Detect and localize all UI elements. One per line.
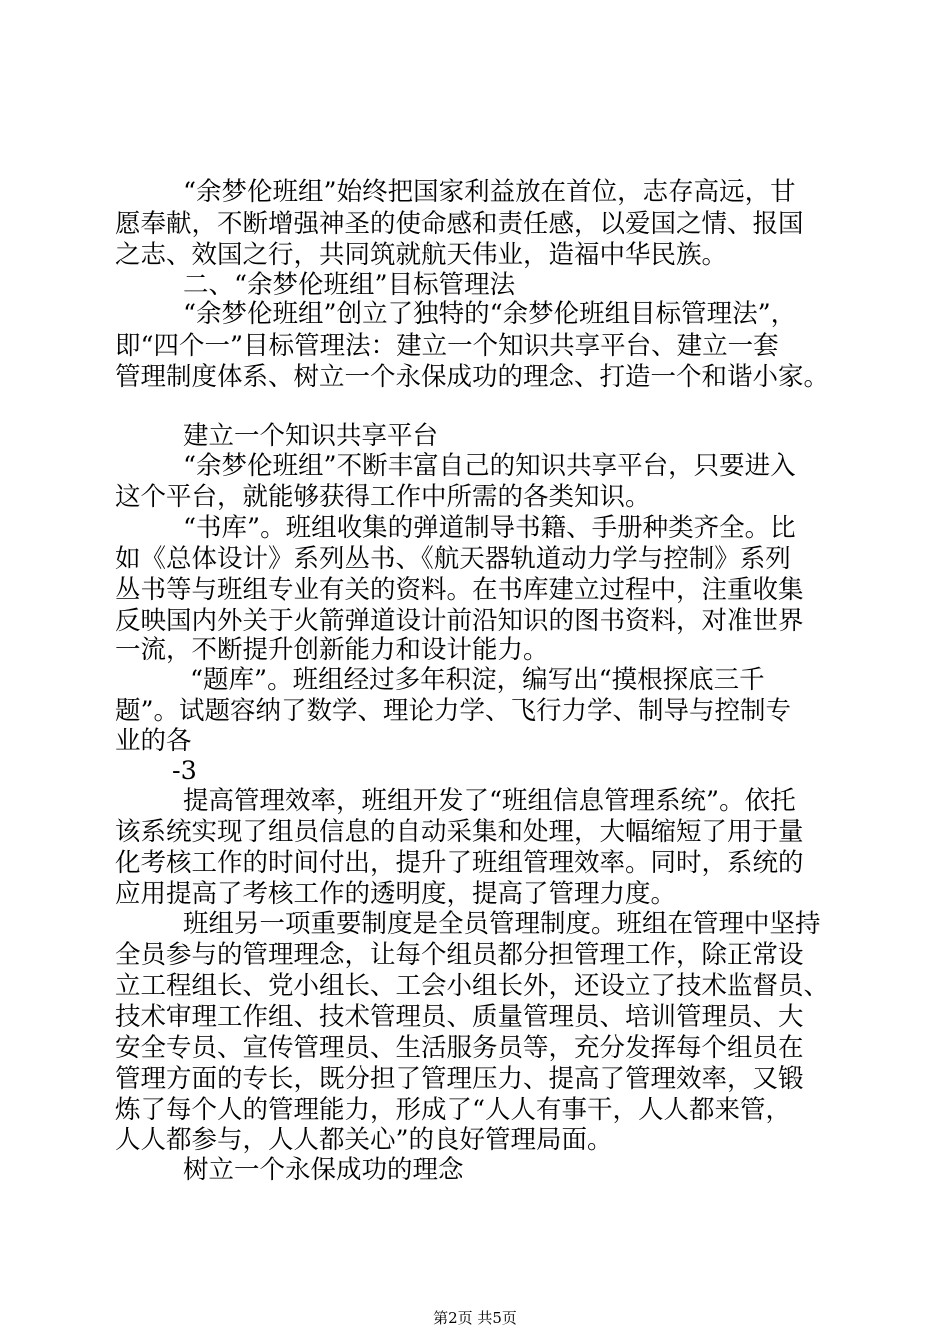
text-line: 安全专员、宣传管理员、生活服务员等，充分发挥每个组员在 [115, 1033, 804, 1063]
section-heading: 二、“余梦伦班组”目标管理法 [183, 270, 516, 300]
page-fragment-marker: -3 [172, 756, 197, 786]
text-line: 应用提高了考核工作的透明度，提高了管理力度。 [115, 879, 677, 909]
text-line: “余梦伦班组”创立了独特的“余梦伦班组目标管理法”， [183, 299, 797, 329]
text-line: 管理制度体系、树立一个永保成功的理念、打造一个和谐小家。 [115, 362, 830, 392]
text-line: 即“四个一”目标管理法：建立一个知识共享平台、建立一套 [115, 331, 779, 361]
text-line: 全员参与的管理理念，让每个组员都分担管理工作，除正常设 [115, 940, 804, 970]
text-line: 这个平台，就能够获得工作中所需的各类知识。 [115, 482, 651, 512]
text-line: “题库”。班组经过多年积淀，编写出“摸根探底三千 [190, 665, 765, 695]
text-line: 丛书等与班组专业有关的资料。在书库建立过程中，注重收集 [115, 575, 804, 605]
subsection-heading: 树立一个永保成功的理念 [183, 1155, 464, 1185]
text-line: 业的各 [115, 726, 192, 756]
text-line: 化考核工作的时间付出，提升了班组管理效率。同时，系统的 [115, 848, 804, 878]
text-line: 立工程组长、党小组长、工会小组长外，还设立了技术监督员、 [115, 971, 830, 1001]
text-line: 炼了每个人的管理能力，形成了“人人有事干，人人都来管， [115, 1095, 792, 1125]
text-line: 技术审理工作组、技术管理员、质量管理员、培训管理员、大 [115, 1002, 804, 1032]
text-line: 提高管理效率，班组开发了“班组信息管理系统”。依托 [183, 786, 796, 816]
text-line: “余梦伦班组”不断丰富自己的知识共享平台，只要进入 [183, 451, 796, 481]
text-line: 一流，不断提升创新能力和设计能力。 [115, 635, 549, 665]
text-line: 如《总体设计》系列丛书、《航天器轨道动力学与控制》系列 [115, 544, 791, 574]
text-line: 反映国内外关于火箭弹道设计前沿知识的图书资料，对准世界 [115, 606, 804, 636]
text-line: 题”。试题容纳了数学、理论力学、飞行力学、制导与控制专 [115, 696, 792, 726]
page-footer: 第2页 共5页 [433, 1309, 517, 1327]
text-line: 人人都参与，人人都关心”的良好管理局面。 [115, 1125, 613, 1155]
text-line: 管理方面的专长，既分担了管理压力、提高了管理效率，又锻 [115, 1064, 804, 1094]
text-line: “余梦伦班组”始终把国家利益放在首位，志存高远，甘 [183, 177, 796, 207]
text-line: 愿奉献，不断增强神圣的使命感和责任感，以爱国之情、报国 [115, 209, 804, 239]
text-line: 之志、效国之行，共同筑就航天伟业，造福中华民族。 [115, 240, 728, 270]
subsection-heading: 建立一个知识共享平台 [183, 421, 439, 451]
text-line: 该系统实现了组员信息的自动采集和处理，大幅缩短了用于量 [115, 817, 804, 847]
text-line: 班组另一项重要制度是全员管理制度。班组在管理中坚持 [183, 909, 821, 939]
text-line: “书库”。班组收集的弹道制导书籍、手册种类齐全。比 [183, 513, 796, 543]
